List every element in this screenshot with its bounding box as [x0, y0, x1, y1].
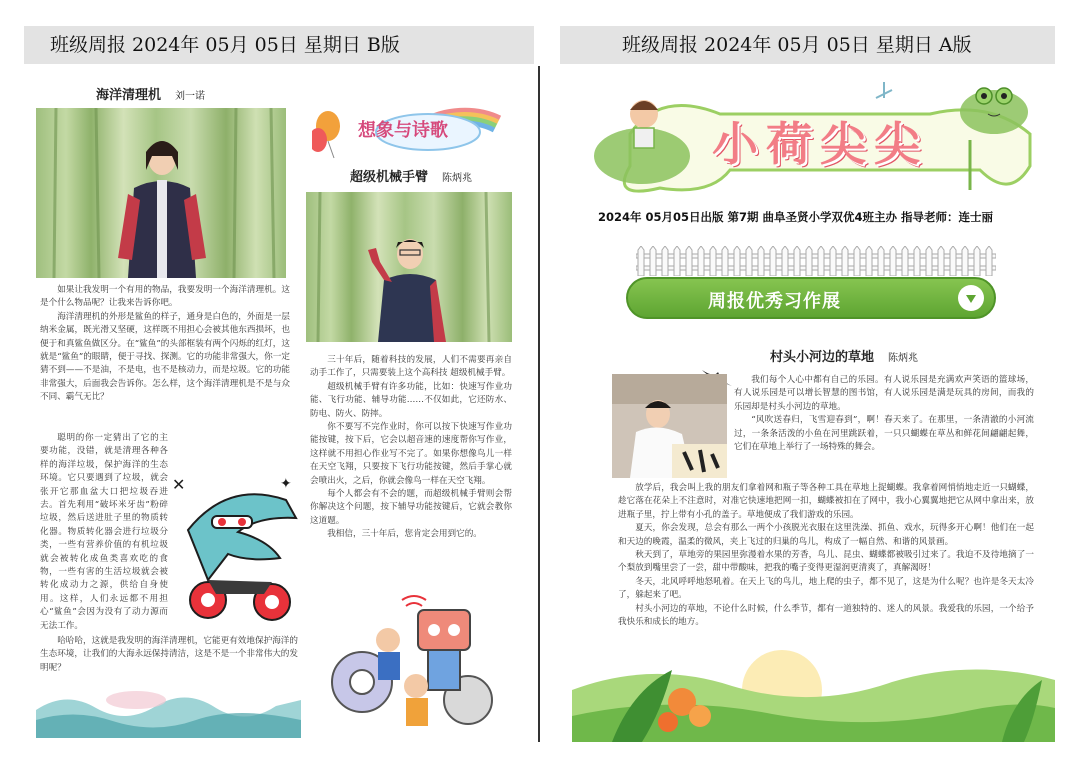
article1-paragraph: 聪明的你一定猜出了它的主要功能，没错，就是清理各种各样的海洋垃圾，保护海洋的生态环境。它只要遇到了垃圾，就会张开它那血盆大口把垃圾吞进去。首先利用“破坏米牙齿”粉碎垃圾，然后送进肚子里的物质转化器。物质转化器会进行垃圾分类，一些有营养价值的有机垃圾就会被转化成鱼类喜欢吃的食物，一些有害的生活垃圾就会被转化成动力之源，供给自身使用。这样，人们永远都不用担心“鲨鱼”会因为没有了动力源而无法工作。	[40, 433, 168, 631]
article3-body-a	[734, 374, 1034, 454]
article2-title	[350, 166, 472, 185]
article1-body-c	[40, 635, 298, 675]
header-left-text: 班级周报 2024年 05月 05日 星期日 B版	[50, 34, 400, 56]
chevron-down-icon	[958, 285, 984, 311]
article3-paragraph: 放学后，我会叫上我的朋友们拿着网和瓶子等各种工具在草地上捉蝴蝶。我拿着网悄悄地走近一只蝴蝶，趁它落在花朵上不注意时，对准它快速地把网一扣，蝴蝶被扣在了网中，我小心翼翼地把它从网中拿出来，放进瓶子里，拧上带有小孔的盖子。草地便成了我们游戏的乐园。	[618, 483, 1034, 520]
article2-title-text: 超级机械手臂	[350, 170, 429, 185]
sea-wave-decoration	[36, 680, 301, 738]
article2-paragraph: 超级机械手臂有许多功能，比如：快速写作业功能、飞行功能、辅导功能……不仅如此，它还防水、防电、防火、防摔。	[310, 381, 512, 419]
article3-paragraph: 我们每个人心中都有自己的乐园。有人说乐园是充满欢声笑语的篮球场，有人说乐园是可以增长智慧的图书馆，有人说乐园是满是玩具的房间，而我的乐园却是村头小河边的草地。	[734, 375, 1034, 412]
boy-photo-illustration	[306, 192, 512, 342]
article1-title-text: 海洋清理机	[96, 88, 162, 103]
poetry-banner-title: 想象与诗歌	[358, 120, 448, 141]
article2-paragraph: 三十年后，随着科技的发展，人们不需要再亲自动手工作了，只需要装上这个高科技 超级机械手臂。	[310, 355, 512, 379]
article1-paragraph: 海洋清理机的外形是鲨鱼的样子，通身是白色的，外面是一层纳米金属，既光滑又坚硬，这样既不用担心会被其他东西损坏，也便于和真鲨鱼做区分。在“鲨鱼”的头部框装有两个闪烁的红灯，这就是“鲨鱼”的眼睛，便于寻找、探测。它的功能非常强大，你一定猜不到——不是油，不是电，也不是核动力，而是垃圾。它的功能非常强大，后面我会告诉你。怎么样，这个海洋清理机是不是与众不同、霸气无比？	[40, 311, 290, 403]
article1-paragraph: 哈哈哈，这就是我发明的海洋清理机，它能更有效地保护海洋的生态环境，让我们的大海永远保持清洁，这是不是一个非常伟大的发明呢？	[40, 636, 298, 673]
page-header-left	[24, 26, 534, 64]
article1-paragraph: 如果让我发明一个有用的物品，我要发明一个海洋清理机。这是个什么物品呢？让我来告诉你吧。	[40, 285, 290, 309]
header-right-text: 班级周报 2024年 05月 05日 星期日 A版	[622, 34, 972, 56]
landscape-decoration	[572, 630, 1055, 742]
article3-author: 陈炳兆	[888, 353, 919, 364]
article1-author: 刘一诺	[175, 91, 206, 102]
page-header-right	[560, 26, 1055, 64]
page-divider	[538, 66, 540, 742]
article3-paragraph: 夏天，你会发现，总会有那么一两个小孩脱光衣服在这里洗澡、抓鱼、戏水，玩得多开心啊！他们在一起和天边的晚霞，温柔的微风，夹上飞过的归巢的鸟儿，构成了一幅自然、和谐的风景画。	[618, 523, 1034, 547]
article3-paragraph: 冬天，北风呼呼地怒吼着。在天上飞的鸟儿，地上爬的虫子，都不见了，这是为什么呢？也许是冬天太冷了，躲起来了吧。	[618, 576, 1034, 601]
article3-title	[770, 346, 918, 365]
article3-paragraph: “风吹送春归，飞雪迎春到”，啊！春天来了。在那里，一条清澈的小河流过，一条条活泼的小鱼在河里跳跃着，一只只蝴蝶在草丛和鲜花间翩翩起舞，它们在草地上举行了一场特殊的舞会。	[734, 415, 1034, 453]
article3-title-text: 村头小河边的草地	[770, 350, 875, 365]
article1-body-a	[40, 284, 290, 405]
shark-robot-illustration	[168, 470, 303, 630]
article3-paragraph: 村头小河边的草地，不论什么时候，什么季节，都有一道独特的、迷人的风景。我爱我的乐园，一个给予我快乐和成长的地方。	[618, 603, 1034, 628]
article1-title	[96, 84, 205, 103]
article3-paragraph: 秋天到了，草地旁的果园里弥漫着水果的芳香，鸟儿、昆虫、蝴蝶都被吸引过来了。我迫不及待地摘了一个梨放到嘴里尝了一尝，甜中带酸味，把我的嘴子变得更湿润更清爽了，真解渴呀！	[618, 550, 1034, 574]
girl-photo-illustration	[36, 108, 286, 278]
robot-kids-illustration	[318, 590, 518, 735]
article2-author: 陈炳兆	[442, 173, 473, 184]
article1-body-b	[40, 432, 168, 633]
article3-photo	[612, 374, 727, 478]
article2-paragraph: 每个人都会有不会的题，而超级机械手臂则会帮你解决这个问题，按下辅导功能按键后，它就会教你这道题。	[310, 489, 512, 526]
article3-body-b	[618, 482, 1034, 629]
fence-decoration	[636, 246, 996, 276]
article2-paragraph: 我相信，三十年后，您肯定会用到它的。	[327, 529, 482, 540]
svg-text:✕: ✕	[172, 475, 186, 494]
section-banner	[626, 277, 996, 319]
masthead-title: 小荷尖尖	[712, 117, 928, 171]
article1-photo	[36, 108, 286, 278]
section-banner-title: 周报优秀习作展	[708, 291, 841, 312]
article2-body	[310, 354, 512, 542]
article2-photo	[306, 192, 512, 342]
calligraphy-photo-illustration	[612, 374, 727, 478]
issue-info: 2024年 05月05日出版 第7期 曲阜圣贤小学双优4班主办 指导老师：连士丽	[598, 210, 994, 224]
article2-paragraph: 你不要写不完作业时，你可以按下快速写作业功能按键，按下后，它会以超音速的速度帮你写作业，这样就不用担心作业写不完了。如果你想像鸟儿一样在天空飞翔，只要按下飞行功能按键，然后手掌心就会喷出火，之后，你就会像鸟一样在天空飞翔。	[310, 422, 512, 486]
svg-text:✦: ✦	[280, 476, 292, 492]
